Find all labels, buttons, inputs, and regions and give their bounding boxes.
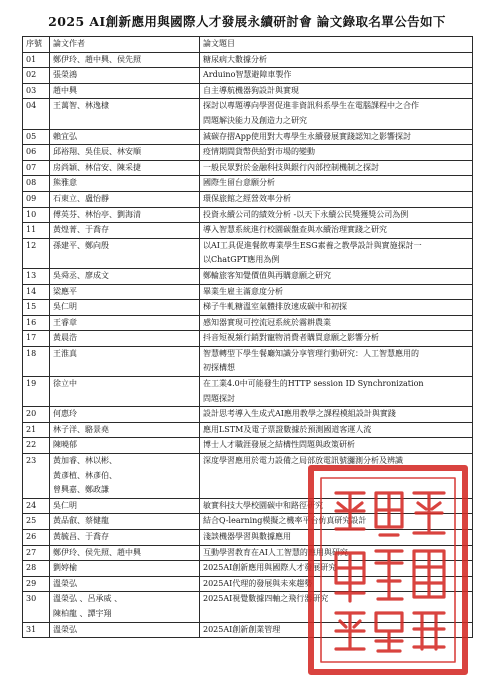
- header-authors: 論文作者: [50, 37, 200, 53]
- cell-title: 感知器實現可控流冠系統於霧耕農業: [200, 315, 473, 331]
- table-row: [23, 514, 473, 530]
- cell-title: 2025AI創新創業管理: [200, 622, 473, 638]
- cell-authors: 黃煌菁、于喬存: [50, 223, 200, 239]
- cell-authors: 孫建平、鄭向殷: [50, 238, 200, 268]
- cell-authors: 劉婷榆: [50, 561, 200, 577]
- cell-no: 16: [23, 315, 50, 331]
- cell-no: 22: [23, 438, 50, 454]
- table-row: [23, 160, 473, 176]
- cell-authors: 趙中興: [50, 83, 200, 99]
- cell-authors: 張榮鴻: [50, 68, 200, 84]
- cell-title: 畢業生雇主滿意度分析: [200, 284, 473, 300]
- cell-no: 28: [23, 561, 50, 577]
- table-row: [23, 422, 473, 438]
- cell-authors: 鄭伊玲、趙中興、侯先照: [50, 52, 200, 68]
- table-row: [23, 268, 473, 284]
- cell-title: 2025AI創新應用與國際人才發展研究: [200, 561, 473, 577]
- cell-title: 2025AI代理的發展與未來趨勢: [200, 576, 473, 592]
- cell-authors: 吳仁明: [50, 498, 200, 514]
- cell-title: 一般民眾對於金融科技與銀行內部控制機制之探討: [200, 160, 473, 176]
- header-no: 序號: [23, 37, 50, 53]
- table-row: [23, 377, 473, 407]
- acceptance-table: [22, 36, 473, 638]
- table-row: [23, 530, 473, 546]
- cell-authors: 鄭伊玲、侯先照、趙中興: [50, 545, 200, 561]
- cell-authors: 房尚穎、林信安、陳采捷: [50, 160, 200, 176]
- table-row: [23, 284, 473, 300]
- cell-title: 互動學習教育在AI人工智慧的應用與研究: [200, 545, 473, 561]
- cell-authors: 黃毓昌、于喬存: [50, 530, 200, 546]
- cell-authors: 傅英芬、林怡亭、劉海清: [50, 207, 200, 223]
- table-row: [23, 238, 473, 268]
- cell-title: 博士人才職涯發展之結構性問題與政策研析: [200, 438, 473, 454]
- table-row: [23, 129, 473, 145]
- cell-title: 抖音短視頻行銷對寵物消費者購買意願之影響分析: [200, 331, 473, 347]
- cell-title: 智慧轉型下學生餐廳知識分享管理行動研究：人工智慧應用的 初探構想: [200, 346, 473, 376]
- cell-no: 14: [23, 284, 50, 300]
- table-row: [23, 68, 473, 84]
- table-row: [23, 498, 473, 514]
- cell-authors: 溫榮弘: [50, 622, 200, 638]
- cell-title: 敏實科技大學校園碳中和路徑研究: [200, 498, 473, 514]
- cell-no: 31: [23, 622, 50, 638]
- table-row: [23, 407, 473, 423]
- cell-authors: 王睿章: [50, 315, 200, 331]
- cell-title: 以AI工具促進餐飲專業學生ESG素養之教學設計與實施探討一 以ChatGPT應用為例: [200, 238, 473, 268]
- cell-title: 國際生留台意願分析: [200, 176, 473, 192]
- cell-authors: 陳曉郁: [50, 438, 200, 454]
- cell-authors: 王萬智、林逸棣: [50, 99, 200, 129]
- cell-title: 深度學習應用於電力設備之局部放電訊號瀰測分析及辨識: [200, 454, 473, 499]
- cell-authors: 林子洋、駱景堯: [50, 422, 200, 438]
- cell-authors: 吳仁明: [50, 300, 200, 316]
- cell-authors: 邱裕翔、吳佳辰、林安順: [50, 145, 200, 161]
- cell-title: 2025AI視覺數據四軸之飛行器研究: [200, 592, 473, 622]
- cell-no: 01: [23, 52, 50, 68]
- cell-no: 12: [23, 238, 50, 268]
- cell-authors: 黃晨浩: [50, 331, 200, 347]
- cell-authors: 黃加睿、林以彬、 黃彥植、林彥伯、 曾興嘉、鄭政謙: [50, 454, 200, 499]
- cell-no: 11: [23, 223, 50, 239]
- cell-no: 18: [23, 346, 50, 376]
- table-row: [23, 83, 473, 99]
- cell-no: 24: [23, 498, 50, 514]
- cell-title: Arduino智慧避障車製作: [200, 68, 473, 84]
- table-row: [23, 300, 473, 316]
- cell-title: 在工業4.0中可能發生的HTTP session ID Synchronization 問題探討: [200, 377, 473, 407]
- cell-authors: 王淮真: [50, 346, 200, 376]
- table-row: [23, 622, 473, 638]
- cell-title: 梯子牛軋糖溫室氣體排放速成碳中和初探: [200, 300, 473, 316]
- cell-title: 減碳存摺App使用對大專學生永續發展實踐認知之影響探討: [200, 129, 473, 145]
- header-title: 論文題目: [200, 37, 473, 53]
- table-row: [23, 331, 473, 347]
- table-row: [23, 176, 473, 192]
- table-row: [23, 346, 473, 376]
- cell-title: 應用LSTM及電子票證數據於預測國道客運人流: [200, 422, 473, 438]
- table-row: [23, 207, 473, 223]
- cell-no: 29: [23, 576, 50, 592]
- cell-no: 17: [23, 331, 50, 347]
- cell-no: 27: [23, 545, 50, 561]
- cell-no: 10: [23, 207, 50, 223]
- table-row: [23, 99, 473, 129]
- table-header-row: [23, 37, 473, 53]
- cell-authors: 黃品叡、蔡健龍: [50, 514, 200, 530]
- table-row: [23, 52, 473, 68]
- cell-authors: 梁應平: [50, 284, 200, 300]
- cell-no: 26: [23, 530, 50, 546]
- table-row: [23, 561, 473, 577]
- page-title: 2025 AI創新應用與國際人才發展永續研討會 論文錄取名單公告如下: [48, 14, 446, 29]
- cell-authors: 石東立、盧怡靜: [50, 191, 200, 207]
- table-row: [23, 545, 473, 561]
- table-row: [23, 223, 473, 239]
- cell-no: 08: [23, 176, 50, 192]
- cell-authors: 何惠玲: [50, 407, 200, 423]
- cell-no: 13: [23, 268, 50, 284]
- cell-no: 06: [23, 145, 50, 161]
- cell-title: 結合Q-learning模擬之機率平台仿真研究設計: [200, 514, 473, 530]
- cell-no: 15: [23, 300, 50, 316]
- cell-title: 探討以專題導向學習促進非資訊科系學生在電腦課程中之合作 問題解決能力及創造力之研究: [200, 99, 473, 129]
- cell-no: 21: [23, 422, 50, 438]
- table-row: [23, 145, 473, 161]
- table-row: [23, 191, 473, 207]
- cell-title: 自主導航機器狗設計與實現: [200, 83, 473, 99]
- table-row: [23, 315, 473, 331]
- table-row: [23, 438, 473, 454]
- cell-authors: 賴宜弘: [50, 129, 200, 145]
- cell-no: 07: [23, 160, 50, 176]
- cell-no: 19: [23, 377, 50, 407]
- cell-title: 淺談機器學習與數據應用: [200, 530, 473, 546]
- cell-no: 20: [23, 407, 50, 423]
- cell-title: 導入智慧系統進行校園碳盤查與水續治理實踐之研究: [200, 223, 473, 239]
- table-row: [23, 592, 473, 622]
- cell-title: 設計思考導入生成式AI應用教學之課程模組設計與實踐: [200, 407, 473, 423]
- table-row: [23, 454, 473, 499]
- cell-title: 糖尿病大數據分析: [200, 52, 473, 68]
- cell-authors: 吳舜丞、廖成文: [50, 268, 200, 284]
- cell-no: 02: [23, 68, 50, 84]
- cell-no: 25: [23, 514, 50, 530]
- cell-title: 疫情期間貨幣供給對市場的變動: [200, 145, 473, 161]
- cell-no: 03: [23, 83, 50, 99]
- table-body: [23, 52, 473, 638]
- cell-title: 環保旅館之經營效率分析: [200, 191, 473, 207]
- table-row: [23, 576, 473, 592]
- cell-title: 投資永續公司的績效分析 -以天下永續公民獎獲獎公司為例: [200, 207, 473, 223]
- cell-no: 04: [23, 99, 50, 129]
- cell-authors: 熊雅意: [50, 176, 200, 192]
- cell-no: 23: [23, 454, 50, 499]
- cell-authors: 溫榮弘: [50, 576, 200, 592]
- cell-authors: 徐立中: [50, 377, 200, 407]
- cell-authors: 溫榮弘 、呂承威 、 陳柏龍 、譚宇翔: [50, 592, 200, 622]
- cell-no: 05: [23, 129, 50, 145]
- cell-no: 09: [23, 191, 50, 207]
- cell-no: 30: [23, 592, 50, 622]
- cell-title: 鄭輪旅客知覺價值與再購意願之研究: [200, 268, 473, 284]
